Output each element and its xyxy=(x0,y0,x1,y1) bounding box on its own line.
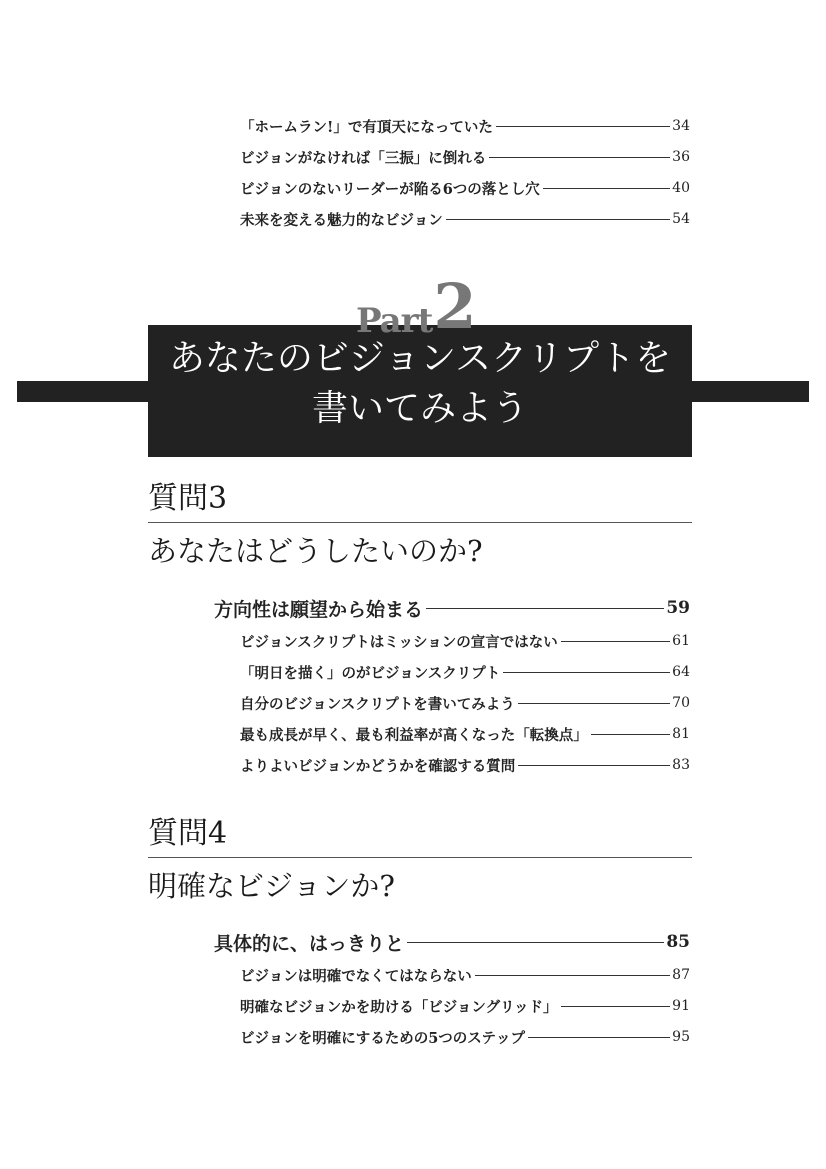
toc-section[interactable] xyxy=(214,927,690,957)
toc-entry-title: ビジョンスクリプトはミッションの宣言ではない xyxy=(240,633,558,651)
toc-entry-page: 83 xyxy=(672,757,690,773)
question-subheading: あなたはどうしたいのか? xyxy=(148,534,483,568)
toc-entry[interactable] xyxy=(240,994,690,1018)
question-heading: 質問3 xyxy=(148,481,228,516)
toc-entry-title: 未来を変える魅力的なビジョン xyxy=(240,211,443,229)
toc-entry-page: 70 xyxy=(672,695,690,711)
toc-entry-title: ビジョンがなければ「三振」に倒れる xyxy=(240,149,487,167)
toc-entry-title: 「ホームラン!」で有頂天になっていた xyxy=(240,118,493,136)
toc-entry[interactable] xyxy=(240,963,690,987)
toc-leader-line xyxy=(446,219,670,220)
question-heading: 質問4 xyxy=(148,816,228,851)
part-label xyxy=(356,270,477,343)
toc-section[interactable] xyxy=(214,593,690,623)
toc-leader-line xyxy=(489,157,670,158)
toc-entry[interactable] xyxy=(240,753,690,777)
toc-leader-line xyxy=(528,1037,670,1038)
toc-leader-line xyxy=(407,942,664,943)
toc-entry[interactable] xyxy=(240,722,690,746)
toc-entry-page: 87 xyxy=(672,967,690,983)
toc-entry-page: 91 xyxy=(672,998,690,1014)
toc-entry-title: 最も成長が早く、最も利益率が高くなった「転換点」 xyxy=(240,726,588,744)
toc-entry-page: 54 xyxy=(672,211,690,227)
toc-entry-page: 81 xyxy=(672,726,690,742)
toc-entry-title: ビジョンは明確でなくてはならない xyxy=(240,967,472,985)
question-subheading: 明確なビジョンか? xyxy=(148,869,395,903)
part-label-word: Part xyxy=(356,301,433,341)
toc-leader-line xyxy=(475,975,670,976)
toc-entry-page: 64 xyxy=(672,664,690,680)
toc-entry[interactable] xyxy=(240,1025,690,1049)
part-title-line: あなたのビジョンスクリプトを xyxy=(168,338,672,379)
toc-leader-line xyxy=(591,734,670,735)
question-divider xyxy=(148,857,692,858)
part-title-line: 書いてみよう xyxy=(311,388,528,429)
toc-section-title: 方向性は願望から始まる xyxy=(214,598,424,621)
toc-entry[interactable] xyxy=(240,145,690,169)
toc-entry[interactable] xyxy=(240,691,690,715)
toc-entry-page: 34 xyxy=(672,118,690,134)
toc-entry[interactable] xyxy=(240,660,690,684)
toc-entry-title: 「明日を描く」のがビジョンスクリプト xyxy=(240,664,501,682)
toc-entry[interactable] xyxy=(240,114,690,138)
question-divider xyxy=(148,522,692,523)
part-label-number: 2 xyxy=(433,270,477,343)
toc-section-page: 85 xyxy=(666,932,690,952)
toc-entry[interactable] xyxy=(240,629,690,653)
toc-leader-line xyxy=(561,641,670,642)
toc-leader-line xyxy=(518,765,670,766)
toc-entry-title: 明確なビジョンかを助ける「ビジョングリッド」 xyxy=(240,998,558,1016)
toc-entry-title: ビジョンを明確にするための5つのステップ xyxy=(240,1029,526,1047)
toc-entry-page: 40 xyxy=(672,180,690,196)
toc-leader-line xyxy=(543,188,670,189)
toc-section-page: 59 xyxy=(666,598,690,618)
toc-entry-page: 61 xyxy=(672,633,690,649)
toc-entry-title: ビジョンのないリーダーが陥る6つの落とし穴 xyxy=(240,180,540,198)
toc-entry-page: 36 xyxy=(672,149,690,165)
toc-entry[interactable] xyxy=(240,176,690,200)
toc-leader-line xyxy=(496,126,670,127)
toc-leader-line xyxy=(503,672,670,673)
toc-entry[interactable] xyxy=(240,207,690,231)
part-title[interactable] xyxy=(148,334,692,434)
toc-leader-line xyxy=(426,608,664,609)
toc-entry-page: 95 xyxy=(672,1029,690,1045)
toc-entry-title: 自分のビジョンスクリプトを書いてみよう xyxy=(240,695,515,713)
toc-section-title: 具体的に、はっきりと xyxy=(214,932,405,955)
toc-leader-line xyxy=(561,1006,671,1007)
toc-entry-title: よりよいビジョンかどうかを確認する質問 xyxy=(240,757,516,775)
toc-leader-line xyxy=(518,703,670,704)
